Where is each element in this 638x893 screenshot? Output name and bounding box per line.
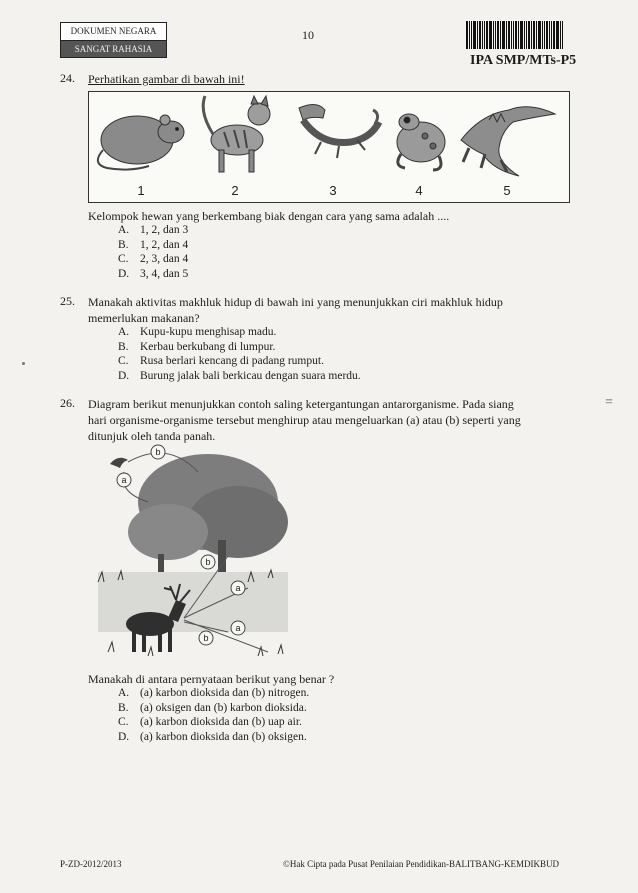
q26-options [118,686,309,744]
animals-drawing [89,92,569,202]
footer-code: P-ZD-2012/2013 [60,859,122,869]
barcode-bar [513,21,514,49]
diagram-label-2: a [121,475,127,485]
diagram-label-5: b [203,633,209,643]
barcode-bar [489,21,492,49]
barcode-bar [477,21,478,49]
q26-question-2: Manakah di antara pernyataan berikut yang benar ? [88,672,335,686]
barcode-bar [484,21,485,49]
q25-question [88,294,568,326]
classification-stamp [60,22,167,58]
barcode-bar [562,21,563,49]
animal-label-2: 2 [231,183,239,198]
q25-question-line-2: memerlukan makanan? [88,311,200,325]
barcode-icon [466,21,568,49]
diagram-label-4: a [235,583,241,593]
q25-options [118,325,361,383]
barcode-bar [533,21,535,49]
barcode-bar [502,21,505,49]
q26-option-b[interactable]: B. (a) oksigen dan (b) karbon dioksida. [118,701,307,714]
barcode-bar [526,21,527,49]
diagram-label-3: b [205,557,211,567]
q25-option-b[interactable]: B. Kerbau berkubang di lumpur. [118,340,276,353]
footer-copyright: ©Hak Cipta pada Pusat Penilaian Pendidikan-BALITBANG-KEMDIKBUD [283,859,560,869]
q26-question-line-2: hari organisme-organisme tersebut menghirup atau mengeluarkan (a) atau (b) seperti yang [88,413,521,427]
barcode-bar [538,21,541,49]
rat-icon [98,115,184,170]
barcode-bar [473,21,476,49]
barcode-bar [493,21,494,49]
q26-option-c[interactable]: C. (a) karbon dioksida dan (b) uap air. [118,716,302,728]
barcode-bar [515,21,517,49]
q24-option-a[interactable]: A. 1, 2, dan 3 [118,224,189,236]
q24-options [118,223,188,281]
barcode-bar [497,21,499,49]
barcode-bar [511,21,512,49]
q24-number: 24. [60,71,75,85]
q25-question-line-1: Manakah aktivitas makhluk hidup di bawah ini yang menunjukkan ciri makhluk hidup [88,295,503,309]
barcode-bar [546,21,548,49]
q24-option-b[interactable]: B. 1, 2, dan 4 [118,238,189,251]
barcode-bar [551,21,552,49]
stamp-line-1: DOKUMEN NEGARA [61,23,166,40]
barcode-bar [556,21,559,49]
barcode-bar [482,21,483,49]
barcode-bar [553,21,555,49]
barcode-bar [469,21,470,49]
ecosystem-drawing [88,442,298,667]
diagram-label-6: a [235,623,241,633]
q25-number: 25. [60,294,75,308]
barcode-bar [542,21,543,49]
animal-label-1: 1 [137,183,145,198]
q24-prompt: Perhatikan gambar di bawah ini! [88,72,245,86]
barcode-bar [524,21,525,49]
barcode-bar [486,21,488,49]
barcode-bar [528,21,530,49]
animal-label-4: 4 [415,183,423,198]
q26-question-line-3: ditunjuk oleh tanda panah. [88,429,216,443]
scan-dot [22,362,25,365]
barcode-bar [531,21,532,49]
q25-option-d[interactable]: D. Burung jalak bali berkicau dengan suara merdu. [118,369,361,382]
barcode-bar [560,21,561,49]
barcode-bar [466,21,468,49]
barcode-bar [520,21,523,49]
page-number: 10 [302,28,314,42]
barcode-bar [506,21,507,49]
side-mark: = [605,395,613,410]
barcode-bar [495,21,496,49]
frog-icon [397,114,445,170]
q25-option-a[interactable]: A. Kupu-kupu menghisap madu. [118,326,277,338]
q24-option-c[interactable]: C. 2, 3, dan 4 [118,253,189,265]
barcode-bar [500,21,501,49]
crocodile-icon [461,107,555,176]
diagram-label-1: b [155,447,161,457]
barcode-bar [518,21,519,49]
q25-option-c[interactable]: C. Rusa berlari kencang di padang rumput. [118,355,324,367]
q26-question [88,396,568,444]
animal-label-5: 5 [503,183,511,198]
barcode-bar [536,21,537,49]
lizard-icon [299,104,379,158]
barcode-bar [508,21,510,49]
q24-question: Kelompok hewan yang berkembang biak dengan cara yang sama adalah .... [88,209,450,223]
barcode-bar [479,21,481,49]
q24-option-d[interactable]: D. 3, 4, dan 5 [118,267,189,280]
cat-icon [203,96,270,172]
q26-number: 26. [60,396,75,410]
animal-label-3: 3 [329,183,337,198]
barcode-bar [471,21,472,49]
subject-code: IPA SMP/MTs-P5 [470,53,577,68]
ecosystem-diagram [88,442,298,667]
barcode-bar [549,21,550,49]
q26-option-d[interactable]: D. (a) karbon dioksida dan (b) oksigen. [118,730,307,743]
stamp-line-2: SANGAT RAHASIA [61,40,166,57]
q26-question-line-1: Diagram berikut menunjukkan contoh saling ketergantungan antarorganisme. Pada siang [88,397,514,411]
barcode-bar [544,21,545,49]
bird-icon [110,458,128,468]
q26-option-a[interactable]: A. (a) karbon dioksida dan (b) nitrogen. [118,687,310,699]
animals-image [88,91,570,203]
